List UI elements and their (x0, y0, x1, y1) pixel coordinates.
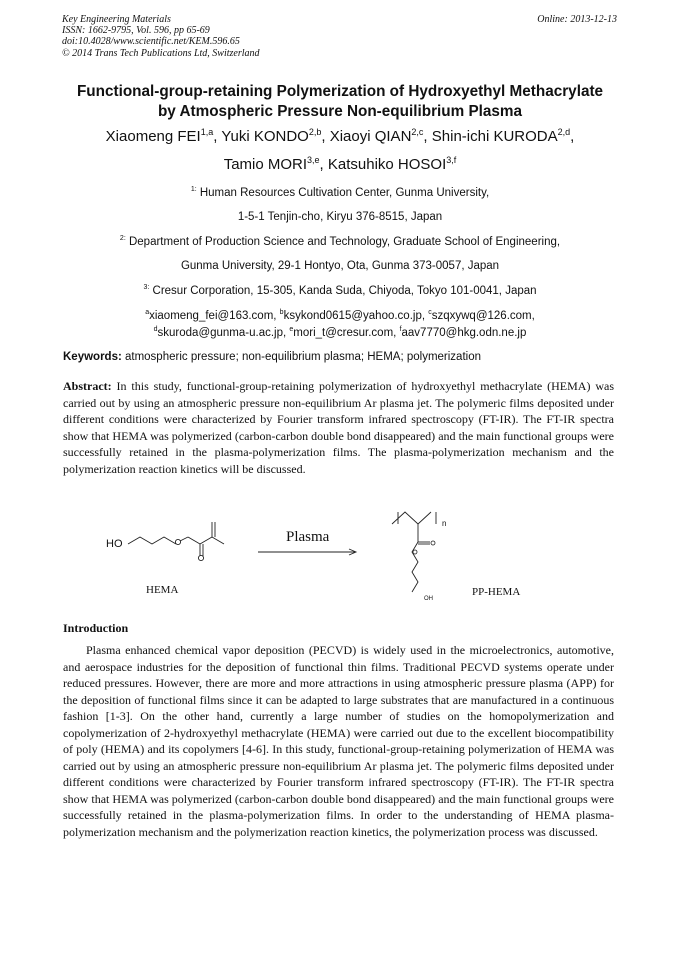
email-address: ksykond0615@yahoo.co.jp, (283, 310, 429, 322)
affiliation-3 (30, 284, 650, 298)
online-date: Online: 2013-12-13 (537, 14, 617, 25)
affiliation-1-line-2: 1-5-1 Tenjin-cho, Kiryu 376-8515, Japan (237, 211, 443, 223)
affiliation-2-line-1 (30, 235, 650, 249)
author-name: Xiaomeng FEI (105, 128, 201, 145)
journal-name: Key Engineering Materials (62, 14, 171, 25)
pp-hema-label: PP-HEMA (472, 586, 521, 598)
title-line-2: by Atmospheric Pressure Non-equilibrium Plasma (157, 103, 523, 120)
polymer-ester-oxygen (413, 550, 417, 554)
abstract-label: Abstract: (63, 379, 112, 393)
affiliation-text: Cresur Corporation, 15-305, Kanda Suda, Chiyoda, Tokyo 101-0041, Japan (152, 285, 537, 297)
affiliation-1-line-1 (30, 186, 650, 200)
paper-title (40, 82, 640, 122)
journal-header (62, 14, 617, 59)
author-name: Tamio MORI (223, 156, 308, 173)
copyright-line: © 2014 Trans Tech Publications Ltd, Switzerland (62, 47, 260, 59)
affiliation-sup: 2: (119, 235, 126, 242)
email-line-1 (30, 309, 650, 323)
author-name: Xiaoyi QIAN (329, 128, 412, 145)
email-line-2 (30, 326, 650, 340)
hema-ester-oxygen (175, 539, 180, 544)
author-name: Shin-ichi KURODA (431, 128, 558, 145)
author-affil-sup: 1,a (200, 127, 214, 137)
affiliation-sup: 1: (190, 186, 197, 193)
email-sup: b (279, 309, 284, 316)
author-name: Katsuhiko HOSOI (327, 156, 447, 173)
keywords-label: Keywords: (63, 351, 122, 363)
title-line-1: Functional-group-retaining Polymerization of Hydroxyethyl Methacrylate (76, 83, 604, 100)
n-label: n (442, 519, 447, 528)
email-address: szqxywq@126.com, (431, 310, 535, 322)
hema-chain (128, 537, 176, 544)
hema-backbone (188, 537, 224, 544)
issn-line: ISSN: 1662-9795, Vol. 596, pp 65-69 (62, 25, 210, 37)
introduction-heading: Introduction (63, 621, 129, 635)
oh-label: OH (424, 596, 433, 602)
author-affil-sup: 2,b (308, 127, 322, 137)
author-name: Yuki KONDO (221, 128, 309, 145)
abstract-text: In this study, functional-group-retaining polymerization of hydroxyethyl methacrylate (HEMA) was carried out by using an atmospheric pressure non-equilibrium Ar plasma jet. The polymeric films deposited under different conditions were characterized by Fourier transform infrared spectroscopy (FT-IR). The FT-IR spectra show that HEMA was polymerized (carbon-carbon double bond disappeared) and the main functional groups were successfully retained in the plasma-polymerization films. The plasma-polymerization mechanism and the polymerization reaction kinetics will be discussed. (63, 379, 614, 476)
introduction-text: Plasma enhanced chemical vapor deposition (PECVD) is widely used in the microelectronics, automotive, and aerospace industries for the deposition of functional thin films. Traditional PECVD systems operate under reduced pressures. However, there are more and more attractions in using atmospheric pressure plasma (APP) for the deposition of functional films since it can be adapted to large substrates that are manufactured in a continuous fashion [1-3]. On the other hand, currently a large number of studies on the homopolymerization and copolymerization of 2-hydroxyethyl methacrylate (HEMA) were carried out due to the excellent biocompatibility of poly (HEMA) and its copolymers [4-6]. In this study, functional-group-retaining polymerization of HEMA was carried out by using an atmospheric pressure non-equilibrium Ar plasma jet. The polymeric films deposited under different conditions were characterized by Fourier transform infrared spectroscopy (FT-IR). The FT-IR spectra show that HEMA was polymerized (carbon-carbon double bond disappeared) and the main functional groups were successfully retained in the plasma-polymerization films. In order to the understanding of HEMA plasma-polymerization mechanism and the polymerization reaction kinetics, the polymerization process was discussed. (63, 643, 614, 839)
abstract (63, 378, 614, 477)
reaction-scheme (100, 500, 550, 610)
affiliation-2-line-2: Gunma University, 29-1 Hontyo, Ota, Gunma 373-0057, Japan (180, 260, 500, 272)
affiliation-text: Human Resources Cultivation Center, Gunma University, (199, 187, 490, 199)
hema-label: HEMA (146, 584, 179, 596)
doi-line: doi:10.4028/www.scientific.net/KEM.596.65 (62, 36, 240, 48)
email-sup: d (153, 326, 158, 333)
author-line-1: Xiaomeng FEI$^{1,a}$, Yuki KONDO$^{2,b}$, Xiaoyi QIAN$^{2,c}$, Shin-ichi KURODA$^{2,d}$, (105, 127, 575, 145)
hema-ester-bond (180, 537, 188, 541)
plasma-label: Plasma (286, 529, 330, 545)
email-sup: c (428, 309, 432, 316)
polymer-carbonyl-oxygen (431, 541, 435, 545)
keywords-text: atmospheric pressure; non-equilibrium plasma; HEMA; polymerization (121, 351, 481, 363)
author-line-2: Tamio MORI$^{3,e}$, Katsuhiko HOSOI$^{3,f}$ (223, 155, 457, 173)
author-affil-sup: 3,f (446, 155, 457, 165)
email-address: aav7770@hkg.odn.ne.jp (401, 327, 527, 339)
polymer-side-chain (412, 542, 418, 592)
hema-carbonyl-oxygen (198, 555, 203, 560)
email-address: skuroda@gunma-u.ac.jp, (157, 327, 290, 339)
affiliation-sup: 3: (143, 284, 150, 291)
author-affil-sup: 2,d (557, 127, 571, 137)
email-address: mori_t@cresur.com, (293, 327, 400, 339)
affiliation-text: Department of Production Science and Technology, Graduate School of Engineering, (128, 236, 561, 248)
email-address: xiaomeng_fei@163.com, (149, 310, 280, 322)
email-sup: a (145, 309, 150, 316)
email-sup: f (399, 326, 402, 333)
email-sup: e (289, 326, 294, 333)
keywords (63, 351, 481, 363)
ho-label: HO (106, 538, 123, 550)
author-affil-sup: 3,e (307, 155, 320, 165)
author-affil-sup: 2,c (411, 127, 424, 137)
